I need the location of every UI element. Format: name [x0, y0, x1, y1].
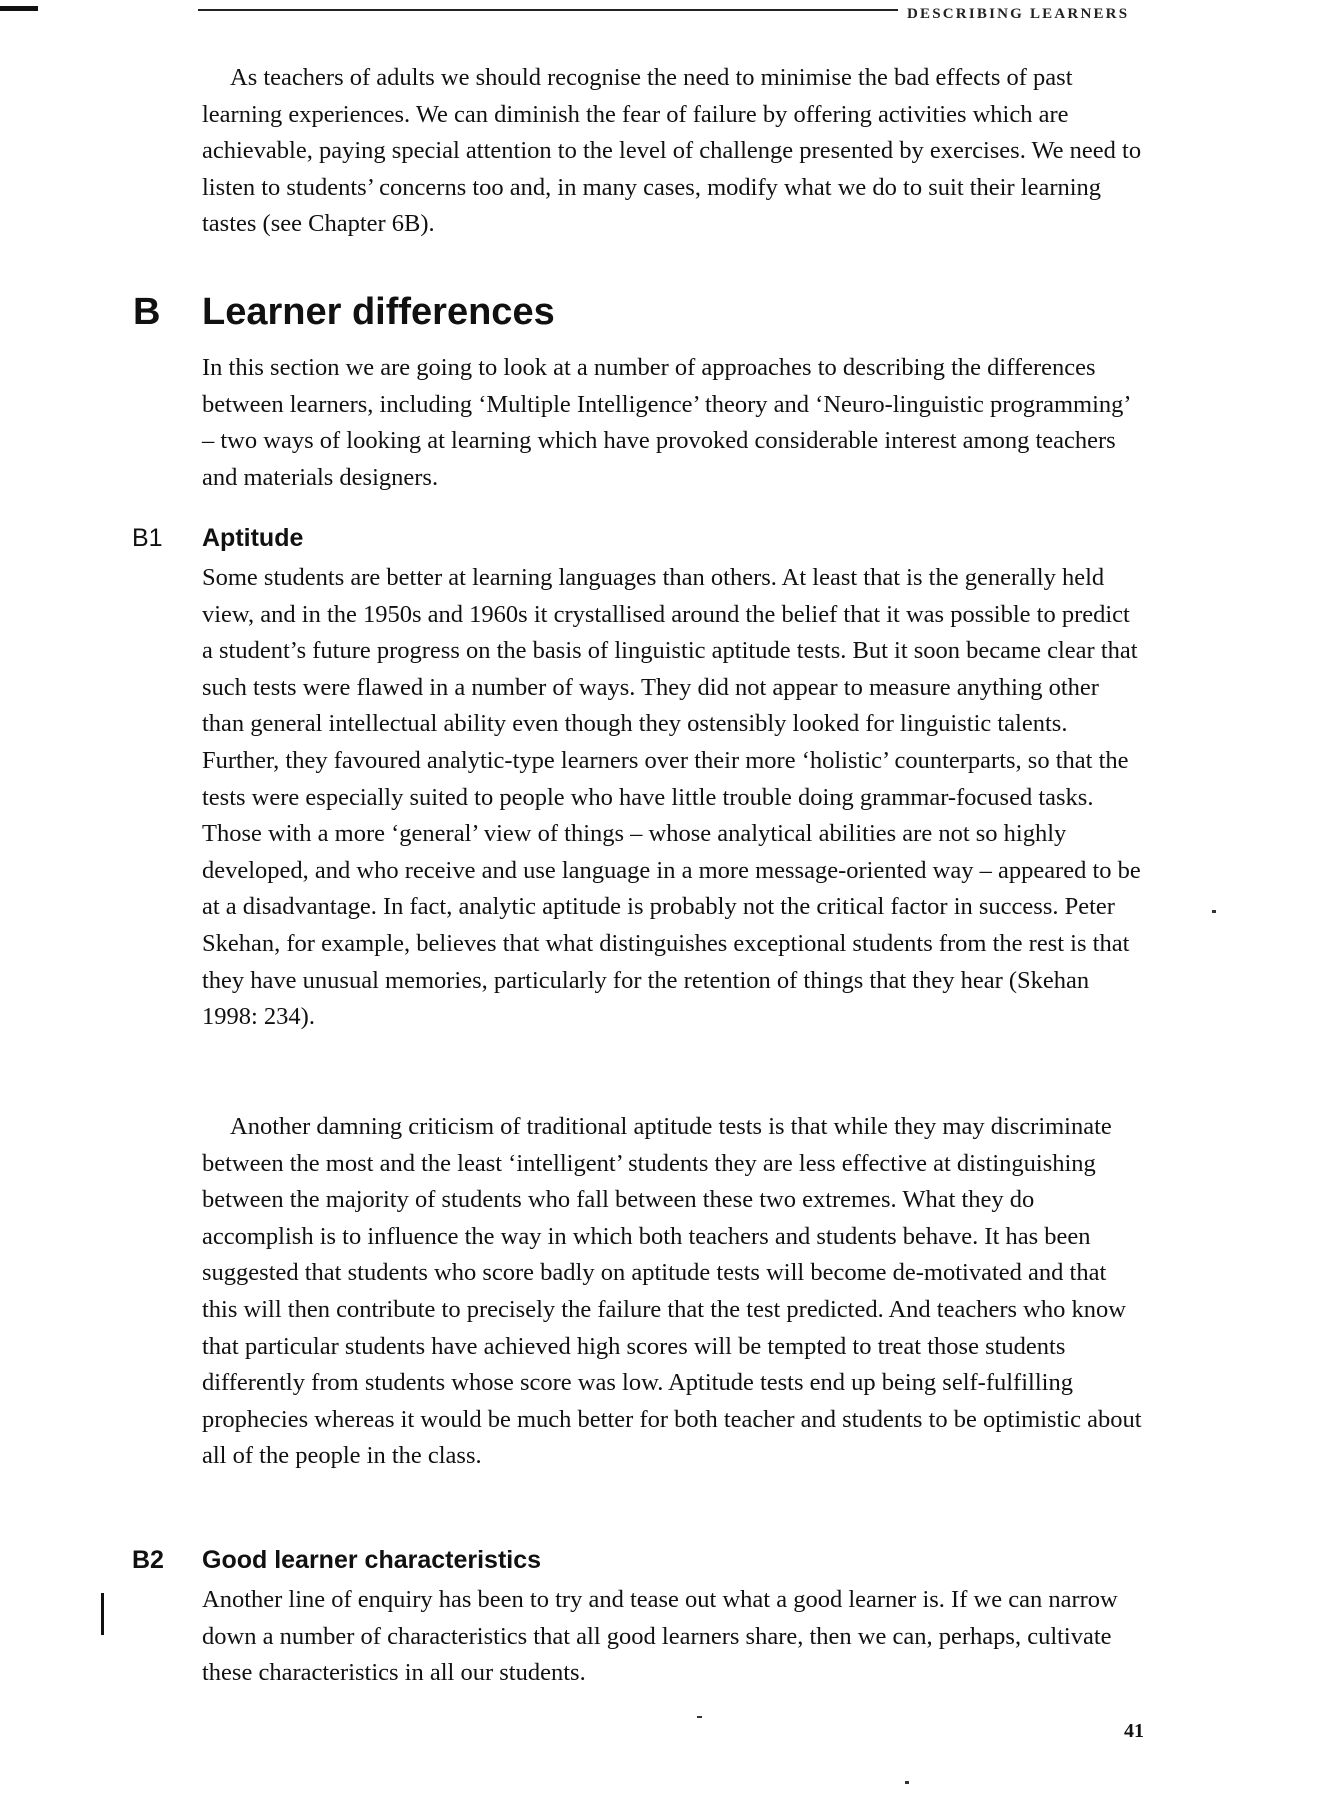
- section-intro-paragraph: In this section we are going to look at a number of approaches to describing the differences between learners, including ‘Multiple Intelligence’ theory and ‘Neuro-linguistic programming’ – two ways of looking at learning which have provoked considerable interest among teachers and materials designers.: [202, 354, 1130, 491]
- scan-speck: [697, 1716, 702, 1718]
- subsection-title-aptitude: Aptitude: [202, 524, 304, 552]
- subsection-title-good-learner: Good learner characteristics: [202, 1546, 542, 1574]
- section-letter: B: [133, 291, 161, 333]
- page-number: 41: [1124, 1720, 1144, 1742]
- scan-speck: [1212, 910, 1216, 913]
- aptitude-paragraph-2: Another damning criticism of traditional aptitude tests is that while they may discriminate between the most and the least ‘intelligent’ students they are less effective at distinguishing between the majority of students who fall between these two extremes. What they do accomplish is to influence the way in which both teachers and students behave. It has been suggested that students who score badly on aptitude tests will become de-motivated and that this will then contribute to precisely the failure that the test predicted. And teachers who know that particular students have achieved high scores will be tempted to treat those students differently from students whose score was low. Aptitude tests end up being self-fulfilling prophecies whereas it would be much better for both teacher and students to be optimistic about all of the people in the class.: [202, 1113, 1142, 1470]
- subsection-number-b1: B1: [132, 524, 163, 552]
- subsection-number-b2: B2: [132, 1546, 164, 1574]
- intro-paragraph: As teachers of adults we should recognise the need to minimise the bad effects of past learning experiences. We can diminish the fear of failure by offering activities which are achievable, paying special attention to the level of challenge presented by exercises. We need to listen to students’ concerns too and, in many cases, modify what we do to suit their learning tastes (see Chapter 6B).: [202, 64, 1142, 238]
- page-edge-mark: [0, 6, 38, 11]
- running-head: DESCRIBING LEARNERS: [907, 6, 1130, 22]
- aptitude-paragraph-1: Some students are better at learning languages than others. At least that is the generally held view, and in the 1950s and 1960s it crystallised around the belief that it was possible to predict a student’s future progress on the basis of linguistic aptitude tests. But it soon became clear that such tests were flawed in a number of ways. They did not appear to measure anything other than general intellectual ability even though they ostensibly looked for linguistic talents. Further, they favoured analytic-type learners over their more ‘holistic’ counterparts, so that the tests were especially suited to people who have little trouble doing grammar-focused tasks. Those with a more ‘general’ view of things – whose analytical abilities are not so highly developed, and who receive and use language in a more message-oriented way – appeared to be at a disadvantage. In fact, analytic aptitude is probably not the critical factor in success. Peter Skehan, for example, believes that what distinguishes exceptional students from the rest is that they have unusual memories, particularly for the retention of things that they hear (Skehan 1998: 234).: [202, 564, 1141, 1031]
- scan-speck: [905, 1781, 909, 1784]
- margin-bar: [101, 1593, 104, 1635]
- section-title: Learner differences: [202, 291, 555, 333]
- good-learner-paragraph-1: Another line of enquiry has been to try and tease out what a good learner is. If we can narrow down a number of characteristics that all good learners share, then we can, perhaps, cultivate these characteristics in all our students.: [202, 1586, 1118, 1687]
- header-rule: [198, 9, 898, 11]
